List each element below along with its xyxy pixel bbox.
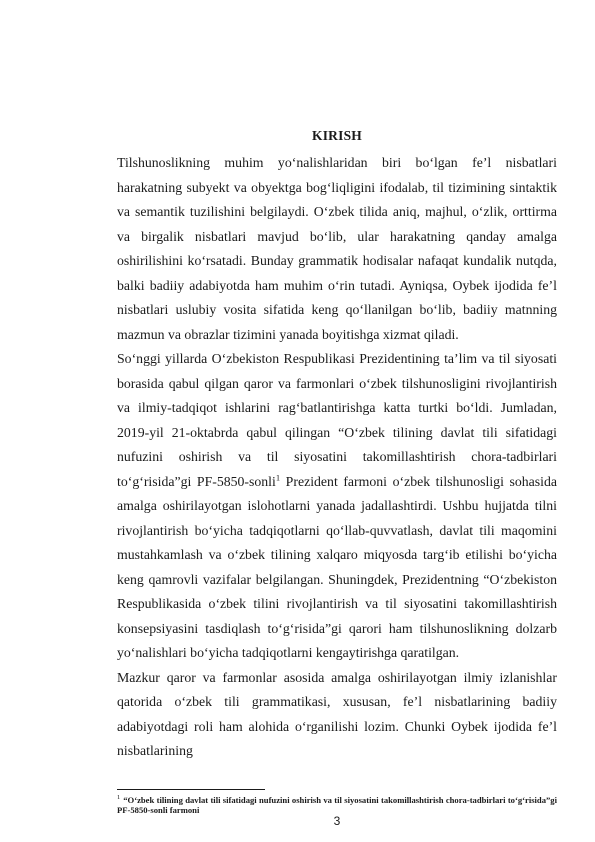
paragraph-intro bbox=[117, 151, 557, 347]
page-number: 3 bbox=[333, 814, 341, 828]
paragraph-continuation bbox=[117, 666, 557, 764]
section-heading: KIRISH bbox=[312, 128, 362, 143]
body-text bbox=[117, 151, 557, 764]
paragraph-text-before-ref: So‘nggi yillarda O‘zbekiston Respublikasi Prezidentining ta’lim va til siyosati borasida qabul qilgan qaror va farmonlari o‘zbek tilshunosligini rivojlantirish va ilmiy-tadqiqot ishlarini rag‘batlantirishga katta turtki bo‘ldi. Jumladan, 2019-yil 21-oktabrda qabul qilingan “O‘zbek tilining davlat tili sifatidagi nufuzini oshirish va til siyosatini takomillashtirish chora-tadbirlari to‘g‘risida”gi PF-5850-sonli bbox=[117, 351, 557, 489]
footnote-separator bbox=[117, 789, 265, 790]
footnote-number: 1 bbox=[117, 794, 121, 801]
paragraph-text: Mazkur qaror va farmonlar asosida amalga oshirilayotgan ilmiy izlanishlar qatorida o‘zbek tili grammatikasi, xususan, fe’l nisbatlarining badiiy adabiyotdagi roli ham alohida o‘rganilishi lozim. Chunki Oybek ijodida fe’l nisbatlarining bbox=[117, 669, 557, 758]
paragraph-text: Tilshunoslikning muhim yo‘nalishlaridan biri bo‘lgan fe’l nisbatlari harakatning subyekt va obyektga bog‘liqligini ifodalab, til tizimining sintaktik va semantik tuzilishini belgilaydi. O‘zbek tilida aniq, majhul, o‘zlik, orttirma va birgalik nisbatlari mavjud bo‘lib, ular harakatning qanday amalga oshirilishini ko‘rsatadi. Bunday grammatik hodisalar nafaqat kundalik nutqda, balki badiiy adabiyotda ham muhim o‘rin tutadi. Ayniqsa, Oybek ijodida fe’l nisbatlari uslubiy vosita sifatida keng qo‘llanilgan bo‘lib, badiiy matnning mazmun va obrazlar tizimini yanada boyitishga xizmat qiladi. bbox=[117, 155, 557, 342]
footnote bbox=[117, 793, 557, 816]
paragraph-policy bbox=[117, 347, 557, 666]
footnote-reference[interactable]: 1 bbox=[275, 471, 281, 482]
paragraph-text-after-ref: Prezident farmoni o‘zbek tilshunosligi sohasida amalga oshirilayotgan islohotlarni yanada jadallashtirdi. Ushbu hujjatda tilni rivojlantirish bo‘yicha tadqiqotlarni qo‘llab-quvvatlash, davlat tili maqomini mustahkamlash va o‘zbek tilining xalqaro miqyosda targ‘ib etilishi bo‘yicha keng qamrovli vazifalar belgilangan. Shuningdek, Prezidentning “O‘zbekiston Respublikasida o‘zbek tilini rivojlantirish va til siyosatini takomillashtirish konsepsiyasini tasdiqlash to‘g‘risida”gi qarori ham tilshunoslikning dolzarb yo‘nalishlari bo‘yicha tadqiqotlarni kengaytirishga qaratilgan. bbox=[117, 473, 557, 660]
footnote-text: “O‘zbek tilining davlat tili sifatidagi nufuzini oshirish va til siyosatini takomillashtirish chora-tadbirlari to‘g‘risida”gi PF-5850-sonli farmoni bbox=[117, 794, 557, 816]
